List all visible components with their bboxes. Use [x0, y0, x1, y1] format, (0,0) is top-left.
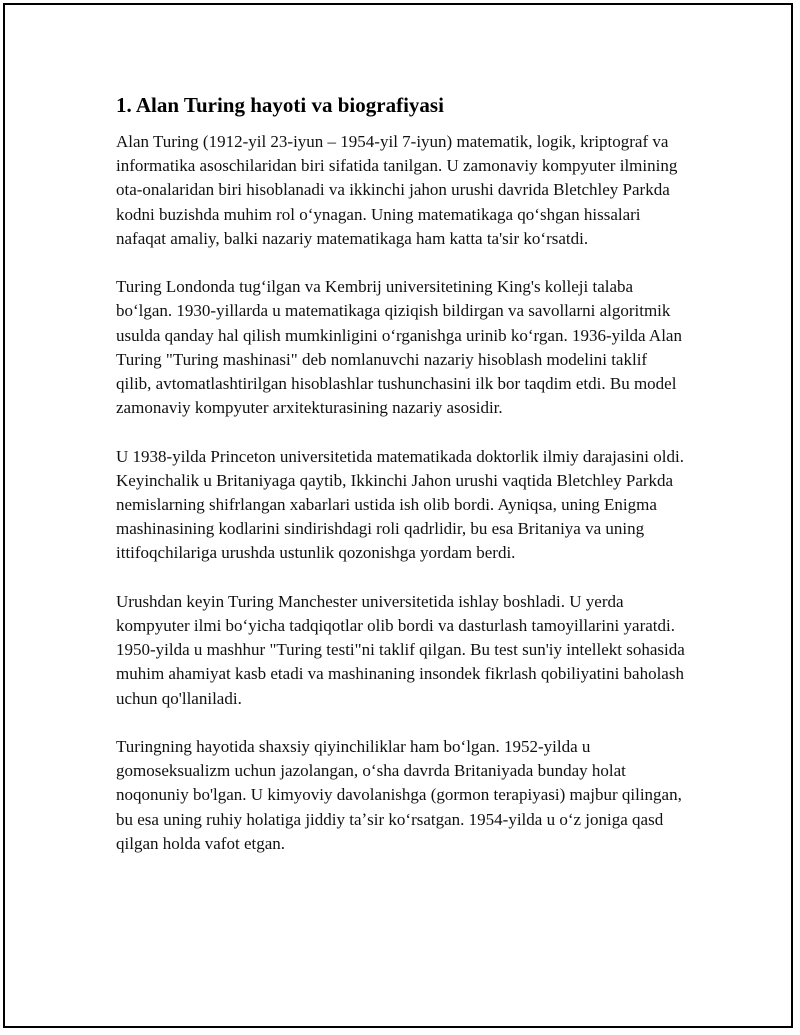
- document-body: [116, 92, 686, 880]
- paragraph-princeton-war: U 1938-yilda Princeton universitetida matematikada doktorlik ilmiy darajasini oldi. Keyinchalik u Britaniyaga qaytib, Ikkinchi Jahon urushi vaqtida Bletchley Parkda nemislarning shifrlangan xabarlari ustida ish olib bordi. Ayniqsa, uning Enigma mashinasining kodlarini sindirishdagi roli qadrlidir, bu esa Britaniya va uning ittifoqchilariga urushda ustunlik qozonishga yordam berdi.: [116, 446, 684, 563]
- paragraph-personal-life: Turingning hayotida shaxsiy qiyinchiliklar ham boʻlgan. 1952-yilda u gomoseksualizm uchun jazolangan, oʻsha davrda Britaniyada bunday holat noqonuniy bo'lgan. U kimyoviy davolanishga (gormon terapiyasi) majbur qilingan, bu esa uning ruhiy holatiga jiddiy taʼsir koʻrsatgan. 1954-yilda u oʻz joniga qasd qilgan holda vafot etgan.: [116, 737, 682, 853]
- paragraph-early-life: Turing Londonda tugʻilgan va Kembrij universitetining King's kolleji talaba boʻlgan. 1930-yillarda u matematikaga qiziqish bildirgan va savollarni algoritmik usulda qanday hal qilish mumkinligini oʻrganishga urinib koʻrgan. 1936-yilda Alan Turing "Turing mashinasi" deb nomlanuvchi nazariy hisoblash modelini taklif qilib, avtomatlashtirilgan hisoblashlar tushunchasini ilk bor taqdim etdi. Bu model zamonaviy kompyuter arxitekturasining nazariy asosidir.: [116, 277, 682, 418]
- paragraph-postwar: Urushdan keyin Turing Manchester universitetida ishlay boshladi. U yerda kompyuter ilmi boʻyicha tadqiqotlar olib bordi va dasturlash tamoyillarini yaratdi. 1950-yilda u mashhur "Turing testi"ni taklif qilgan. Bu test sun'iy intellekt sohasida muhim ahamiyat kasb etadi va mashinaning insondek fikrlash qobiliyatini baholash uchun qo'llaniladi.: [116, 591, 685, 708]
- section-heading: 1. Alan Turing hayoti va biografiyasi: [116, 93, 444, 117]
- paragraph-intro: Alan Turing (1912-yil 23-iyun – 1954-yil 7-iyun) matematik, logik, kriptograf va informatika asoschilaridan biri sifatida tanilgan. U zamonaviy kompyuter ilmining ota-onalaridan biri hisoblanadi va ikkinchi jahon urushi davrida Bletchley Parkda kodni buzishda muhim rol oʻynagan. Uning matematikaga qoʻshgan hissalari nafaqat amaliy, balki nazariy matematikaga ham katta ta'sir koʻrsatdi.: [116, 132, 678, 248]
